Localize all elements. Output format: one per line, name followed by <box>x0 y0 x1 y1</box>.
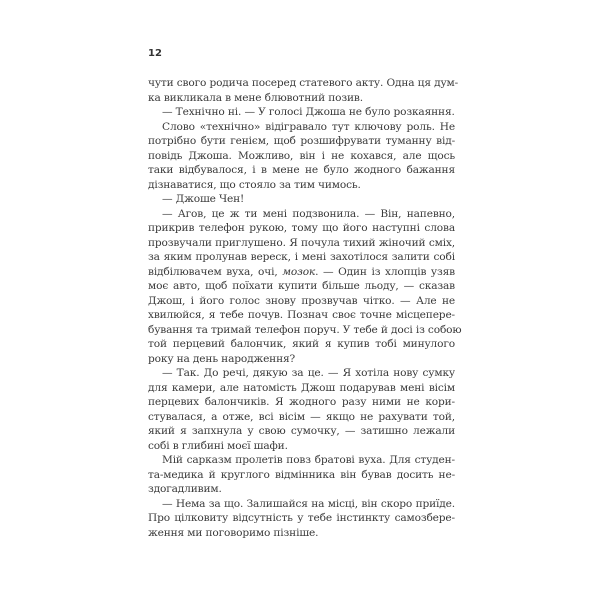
text-line: — Джоше Чен! <box>162 193 245 205</box>
text-segment: . — Один із хлопців узяв <box>315 265 455 278</box>
text-line: стувалася, а отже, всі вісім — якщо не рахувати той, <box>148 410 455 423</box>
text-line: для камери, але натомість Джош подарував мені вісім <box>148 381 455 394</box>
text-line: моє авто, щоб поїхати купити більше льоду, — сказав <box>148 280 455 292</box>
text-line: хвилюйся, я тебе почув. Познач своє точне місцепере- <box>148 309 455 321</box>
text-line: перцевих балончиків. Я жодного разу ними не кори- <box>148 396 455 408</box>
text-line <box>148 265 455 280</box>
text-line: потрібно бути генієм, щоб розшифрувати туманну від- <box>148 135 455 147</box>
text-line: ження ми поговоримо пізніше. <box>148 526 319 539</box>
paragraph <box>148 105 455 120</box>
text-line: Джош, і його голос знову прозвучав чітко. — Але не <box>148 294 455 307</box>
text-line: Мій сарказм пролетів повз братові вуха. Для студен- <box>162 454 455 466</box>
text-line: — Так. До речі, дякую за це. — Я хотіла нову сумку <box>162 367 455 379</box>
text-line: який я запхнула у свою сумочку, — затишно лежали <box>148 425 455 437</box>
text-line: здогадливим. <box>148 483 222 495</box>
text-line: та-медика й круглого відмінника він бував досить не- <box>148 468 455 481</box>
text-line: собі в глибині моєї шафи. <box>148 439 288 452</box>
text-line: прикрив телефон рукою, тому що його наступні слова <box>148 222 455 234</box>
text-line: Слово «технічно» відігравало тут ключову роль. Не <box>162 120 455 133</box>
paragraph <box>148 120 455 193</box>
text-line: бування та тримай телефон поруч. У тебе й досі із собою <box>148 323 462 336</box>
text-line: Про цілковиту відсутність у тебе інстинкту самозбере- <box>148 512 455 524</box>
text-line: за яким пролунав вереск, і мені захотілося залити собі <box>148 251 455 263</box>
text-segment: відбілювачем вуха, очі, <box>148 265 283 278</box>
paragraph <box>148 497 455 541</box>
paragraph <box>148 76 459 105</box>
text-line: ка викликала в мене блювотний позив. <box>148 91 363 104</box>
text-line: — Нема за що. Залишайся на місці, він скоро приїде. <box>162 497 455 510</box>
text-line: прозвучали приглушено. Я почула тихий жіночий сміх, <box>148 236 455 249</box>
italic-text: мозок <box>282 265 316 278</box>
paragraph <box>148 207 462 367</box>
paragraph <box>148 453 455 497</box>
text-line: — Агов, це ж ти мені подзвонила. — Він, напевно, <box>162 207 455 220</box>
text-line: таки відбувалося, і в мене не було жодного бажання <box>148 164 455 176</box>
page-number: 12 <box>148 48 162 59</box>
text-line: той перцевий балончик, який я купив тобі минулого <box>148 338 455 350</box>
text-line: року на день народження? <box>148 352 296 365</box>
paragraph <box>148 192 455 207</box>
text-line: повідь Джоша. Можливо, він і не кохався, але щось <box>148 149 455 162</box>
paragraph <box>148 366 455 453</box>
text-line: — Технічно ні. — У голосі Джоша не було розкаяння. <box>162 106 455 118</box>
text-line: чути свого родича посеред статевого акту. Одна ця дум- <box>148 77 459 89</box>
text-line: дізнаватися, що стояло за тим чимось. <box>148 178 361 191</box>
body-text <box>148 76 462 540</box>
